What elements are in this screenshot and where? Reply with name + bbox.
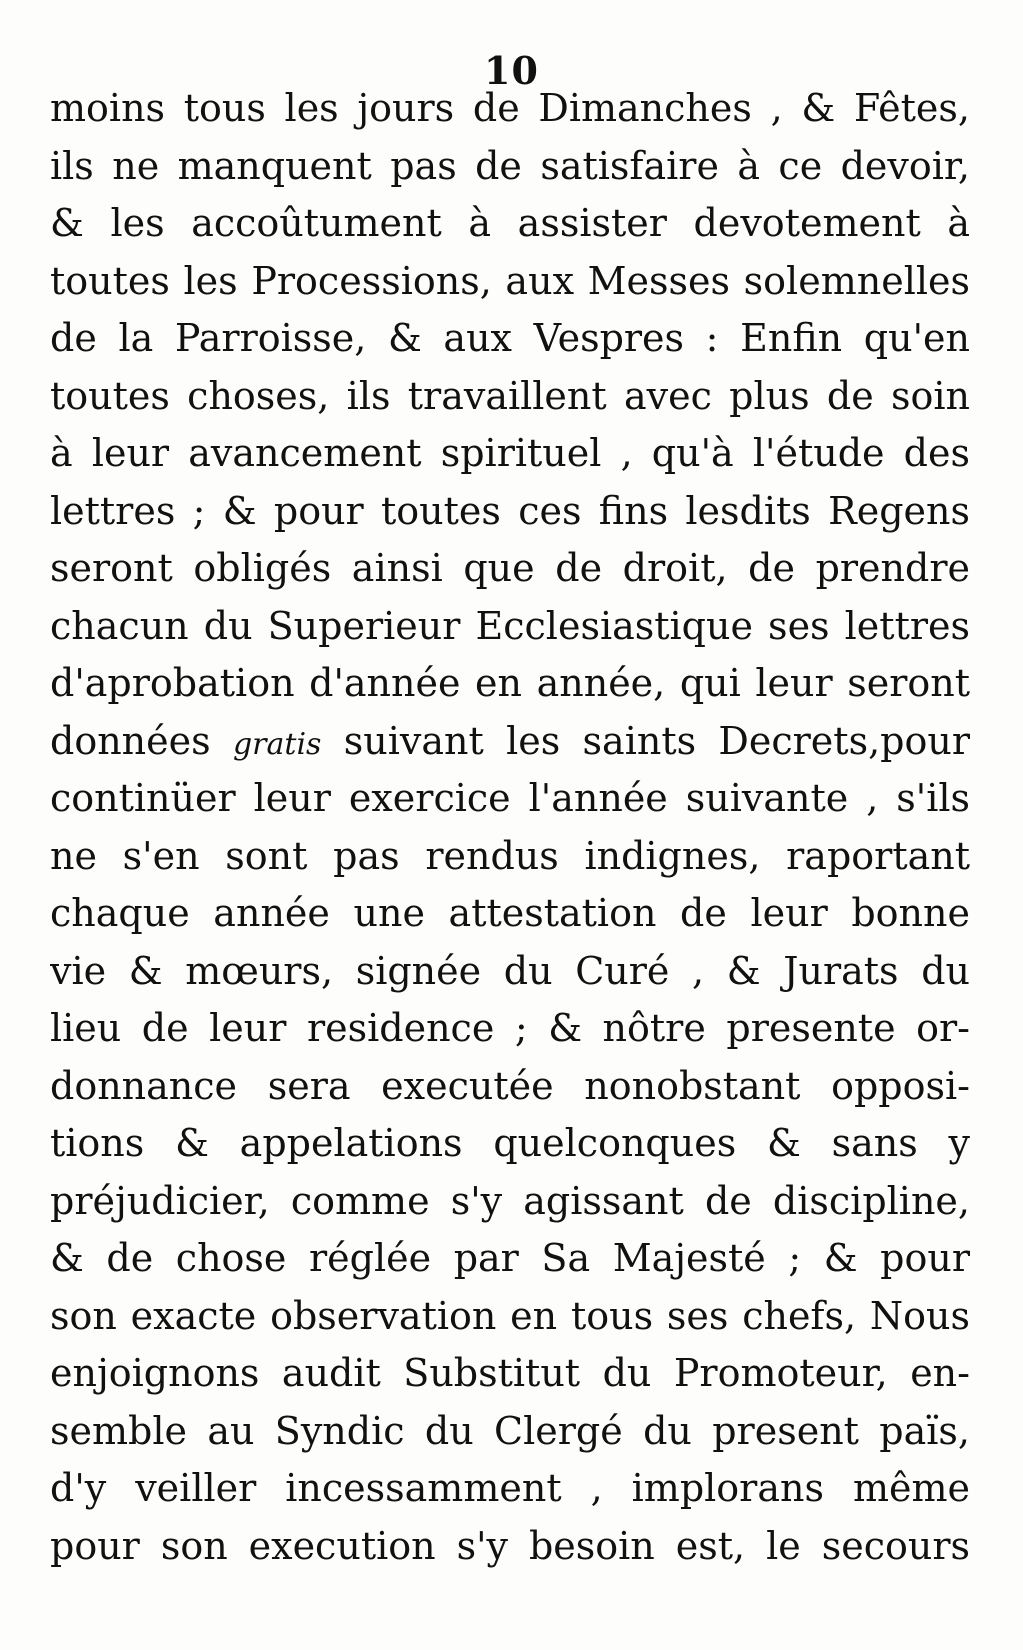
text-line: préjudicier, comme s'y agissant de discipline, <box>50 1178 970 1223</box>
text-line: moins tous les jours de Dimanches , & Fêtes, <box>50 86 970 130</box>
page-number: 10 <box>484 48 539 93</box>
text-segment: données <box>50 718 233 763</box>
text-line: à leur avancement spirituel , qu'à l'étude des <box>50 431 970 475</box>
text-line: d'y veiller incessamment , implorans même <box>50 1466 970 1510</box>
text-line: tions & appelations quelconques & sans y <box>50 1121 970 1165</box>
text-line: & les accoûtument à assister devotement à <box>50 201 970 245</box>
body-text <box>50 80 970 1575</box>
text-line: lettres ; & pour toutes ces fins lesdits Regens <box>50 488 970 533</box>
text-line: chaque année une attestation de leur bonne <box>50 891 970 935</box>
text-line: donnance sera executée nonobstant opposi- <box>50 1063 970 1108</box>
italic-word: gratis <box>232 726 322 762</box>
text-line: pour son execution s'y besoin est, le secours <box>50 1523 970 1568</box>
text-line: toutes choses, ils travaillent avec plus de soin <box>50 373 970 418</box>
text-line: ils ne manquent pas de satisfaire à ce devoir, <box>50 143 970 188</box>
text-line: chacun du Superieur Ecclesiastique ses lettres <box>50 603 970 648</box>
text-line <box>50 713 970 771</box>
text-line: seront obligés ainsi que de droit, de prendre <box>50 546 970 590</box>
text-line: continüer leur exercice l'année suivante , s'ils <box>50 776 970 820</box>
text-line: ne s'en sont pas rendus indignes, raportant <box>50 833 970 878</box>
text-segment: suivant les saints Decrets,pour <box>321 718 970 763</box>
text-line: de la Parroisse, & aux Vespres : Enfin qu'en <box>50 316 970 360</box>
text-line: son exacte observation en tous ses chefs, Nous <box>50 1293 970 1338</box>
text-line: vie & mœurs, signée du Curé , & Jurats du <box>50 948 970 993</box>
text-line: enjoignons audit Substitut du Promoteur, en- <box>50 1351 970 1395</box>
text-line: semble au Syndic du Clergé du present païs, <box>50 1408 970 1453</box>
text-line: lieu de leur residence ; & nôtre presente or- <box>50 1006 970 1050</box>
text-line: d'aprobation d'année en année, qui leur seront <box>50 661 970 705</box>
text-line: & de chose réglée par Sa Majesté ; & pour <box>50 1236 970 1280</box>
text-line: toutes les Processions, aux Messes solemnelles <box>50 258 970 303</box>
